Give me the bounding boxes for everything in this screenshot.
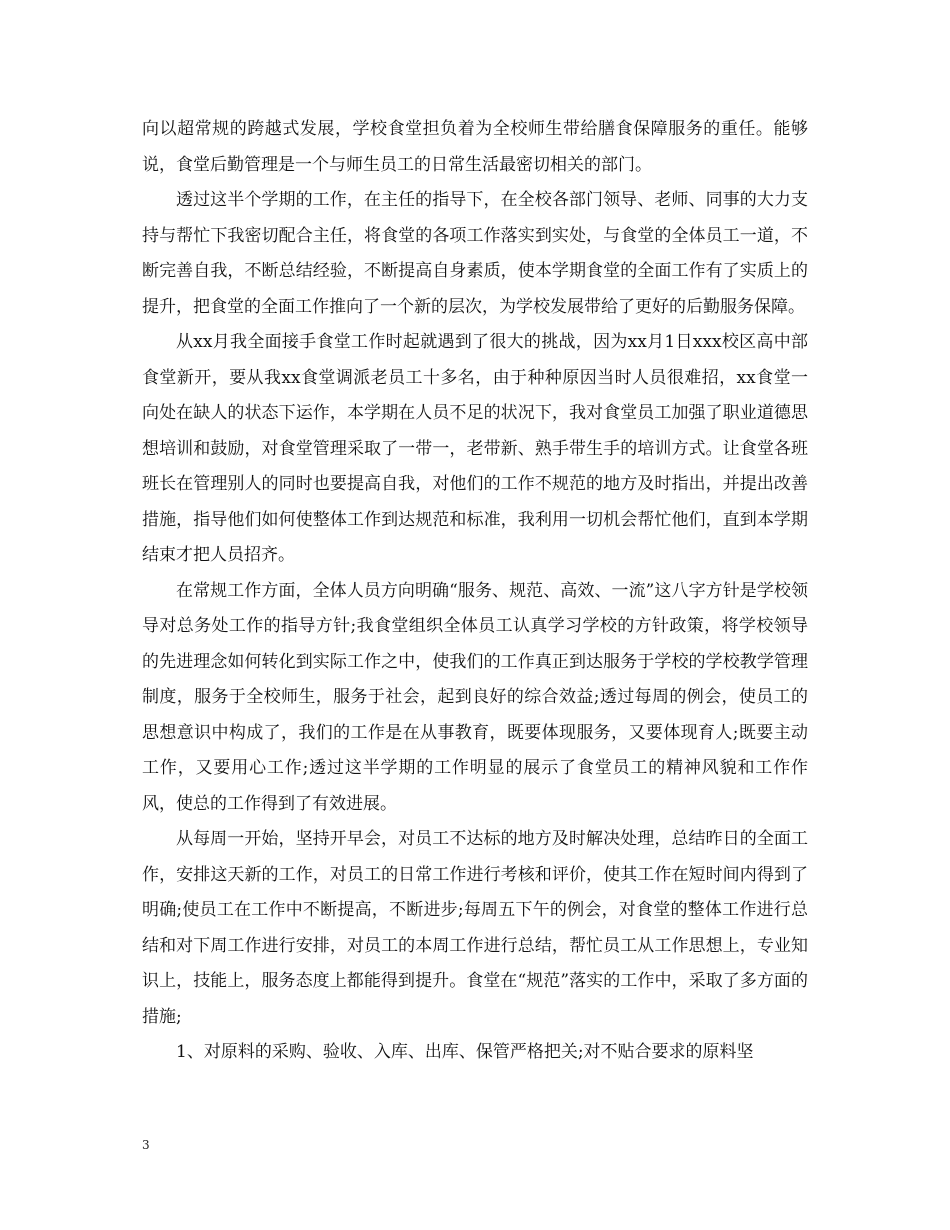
paragraph-5: 从每周一开始，坚持开早会，对员工不达标的地方及时解决处理，总结昨日的全面工作，安排这天新的工作，对员工的日常工作进行考核和评价，使其工作在短时间内得到了明确;使员工在工作中不断提高，不断进步;每周五下午的例会，对食堂的整体工作进行总结和对下周工作进行安排，对员工的本周工作进行总结，帮忙员工从工作思想上，专业知识上，技能上，服务态度上都能得到提升。食堂在“规范”落实的工作中，采取了多方面的措施; xyxy=(142,829,808,1027)
paragraph-1: 向以超常规的跨越式发展，学校食堂担负着为全校师生带给膳食保障服务的重任。能够说，食堂后勤管理是一个与师生员工的日常生活最密切相关的部门。 xyxy=(142,119,808,175)
paragraph-3: 从xx月我全面接手食堂工作时起就遇到了很大的挑战，因为xx月1日xxx校区高中部食堂新开，要从我xx食堂调派老员工十多名，由于种种原因当时人员很难招，xx食堂一向处在缺人的状态下运作，本学期在人员不足的状况下，我对食堂员工加强了职业道德思想培训和鼓励，对食堂管理采取了一带一，老带新、熟手带生手的培训方式。让食堂各班班长在管理别人的同时也要提高自我，对他们的工作不规范的地方及时指出，并提出改善措施，指导他们如何使整体工作到达规范和标准，我利用一切机会帮忙他们，直到本学期结束才把人员招齐。 xyxy=(142,332,808,565)
paragraph-4: 在常规工作方面，全体人员方向明确“服务、规范、高效、一流”这八字方针是学校领导对总务处工作的指导方针;我食堂组织全体员工认真学习学校的方针政策，将学校领导的先进理念如何转化到实际工作之中，使我们的工作真正到达服务于学校的学校教学管理制度，服务于全校师生，服务于社会，起到良好的综合效益;透过每周的例会，使员工的思想意识中构成了，我们的工作是在从事教育，既要体现服务，又要体现育人;既要主动工作，又要用心工作;透过这半学期的工作明显的展示了食堂员工的精神风貌和工作作风，使总的工作得到了有效进展。 xyxy=(142,580,808,814)
body-text xyxy=(142,112,808,1071)
paragraph-2: 透过这半个学期的工作，在主任的指导下，在全校各部门领导、老师、同事的大力支持与帮忙下我密切配合主任，将食堂的各项工作落实到实处，与食堂的全体员工一道，不断完善自我，不断总结经验，不断提高自身素质，使本学期食堂的全面工作有了实质上的提升，把食堂的全面工作推向了一个新的层次，为学校发展带给了更好的后勤服务保障。 xyxy=(142,190,808,317)
page-number: 3 xyxy=(142,1138,150,1152)
paragraph-6: 1、对原料的采购、验收、入库、出库、保管严格把关;对不贴合要求的原料坚 xyxy=(176,1042,754,1062)
